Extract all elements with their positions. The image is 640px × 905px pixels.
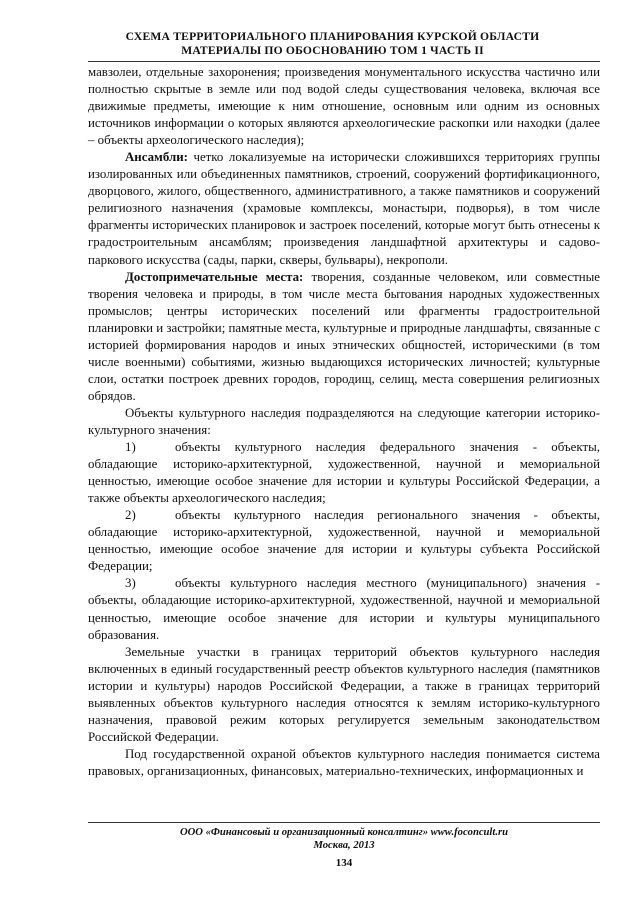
page-header	[80, 30, 585, 58]
list-item-text: объекты культурного наследия регионального значения - объекты, обладающие историко-архитектурной, художественной, научной и мемориальной ценностью, имеющие особое значение для истории и культуры субъекта Российской Федерации;	[88, 508, 600, 574]
page-number: 134	[335, 857, 353, 869]
list-item-category-2	[88, 507, 600, 575]
term-ensembles: Ансамбли:	[125, 150, 188, 165]
paragraph-landmarks	[88, 269, 600, 405]
header-title: СХЕМА ТЕРРИТОРИАЛЬНОГО ПЛАНИРОВАНИЯ КУРСКОЙ ОБЛАСТИ	[125, 30, 540, 43]
header-subtitle: МАТЕРИАЛЫ ПО ОБОСНОВАНИЮ ТОМ 1 ЧАСТЬ II	[181, 44, 484, 57]
list-number: 1)	[125, 440, 136, 455]
paragraph-ensembles	[88, 149, 600, 268]
list-item-category-1	[88, 439, 600, 507]
page-footer	[88, 826, 600, 852]
list-item-category-3	[88, 575, 600, 643]
term-landmarks: Достопримечательные места:	[125, 269, 304, 284]
list-item-text: объекты культурного наследия федерального значения - объекты, обладающие историко-архитектурной, художественной, научной и мемориальной ценностью, имеющие особое значение для истории и культуры Российской Федерации, а также объекты археологического наследия;	[88, 440, 600, 506]
definition-landmarks: творения, созданные человеком, или совместные творения человека и природы, в том числе места бытования народных художественных промыслов; центры исторических поселений или фрагменты градостроительной планировки и застройки; памятные места, культурные и природные ландшафты, связанные с историей формирования народов и иных этнических общностей, историческими (в том числе военными) событиями, жизнью выдающихся исторических личностей; культурные слои, остатки построек древних городов, городищ, селищ, места совершения религиозных обрядов.	[88, 269, 600, 403]
document-body	[88, 64, 600, 780]
list-number: 2)	[125, 508, 136, 523]
footer-company: ООО «Финансовый и организационный консалтинг» www.foconcult.ru	[180, 827, 508, 838]
paragraph-categories-intro: Объекты культурного наследия подразделяются на следующие категории историко-культурного значения:	[88, 405, 600, 437]
footer-city-year: Москва, 2013	[313, 840, 375, 851]
paragraph-land-plots: Земельные участки в границах территорий объектов культурного наследия включенных в единый государственный реестр объектов культурного наследия (памятников истории и культуры) народов Российской Федерации, а также в границах территорий выявленных объектов культурного наследия относятся к землям историко-культурного назначения, правовой режим которых регулируется земельным законодательством Российской Федерации.	[88, 644, 600, 744]
list-number: 3)	[125, 576, 136, 591]
header-divider	[88, 61, 600, 62]
definition-ensembles: четко локализуемые на исторически сложившихся территориях группы изолированных или объединенных памятников, строений, сооружений фортификационного, дворцового, жилого, общественного, административного, а также памятников и сооружений религиозного назначения (храмовые комплексы, монастыри, подворья), в том числе фрагменты исторических планировок и застроек поселений, которые могут быть отнесены к градостроительным ансамблям; произведения ландшафтной архитектуры и садово-паркового искусства (сады, парки, скверы, бульвары), некрополи.	[88, 150, 600, 267]
paragraph-continuation: мавзолеи, отдельные захоронения; произведения монументального искусства частично или полностью скрытые в земле или под водой следы существования человека, включая все движимые предметы, имеющие к ним отношение, основным или одним из основных источников информации о которых являются археологические раскопки или находки (далее – объекты археологического наследия);	[88, 65, 600, 148]
list-item-text: объекты культурного наследия местного (муниципального) значения - объекты, обладающие историко-архитектурной, художественной, научной и мемориальной ценностью, имеющие особое значение для истории и культуры муниципального образования.	[88, 576, 600, 642]
footer-divider	[88, 822, 600, 823]
paragraph-protection: Под государственной охраной объектов культурного наследия понимается система правовых, организационных, финансовых, материально-технических, информационных и	[88, 746, 600, 778]
